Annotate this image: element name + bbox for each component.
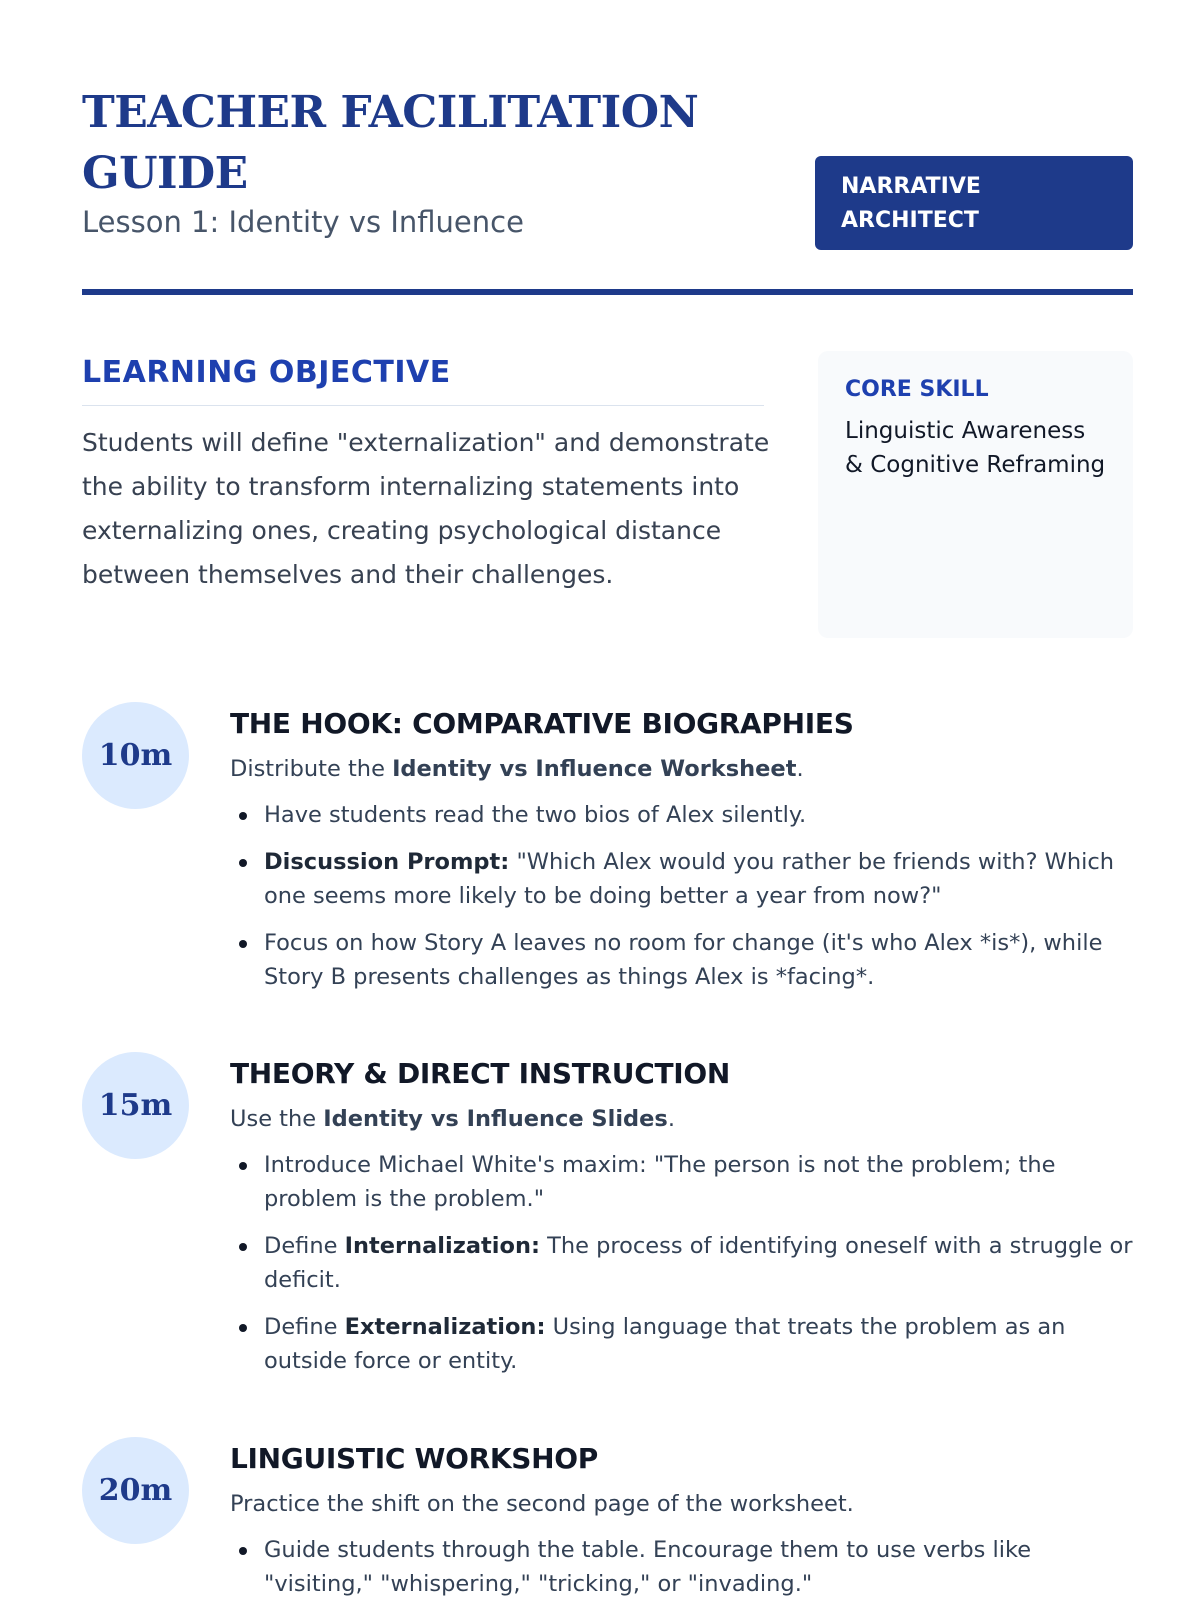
bullet-bold: Externalization: — [344, 1314, 546, 1340]
page-title: TEACHER FACILITATION GUIDE — [82, 87, 699, 199]
list-item — [230, 1533, 1133, 1601]
intro-post: . — [796, 756, 804, 782]
bullet-text: Focus on how Story A leaves no room for change (it's who Alex *is*), while Story B presents challenges as things Alex is *facing*. — [264, 930, 1103, 990]
core-skill-card — [818, 351, 1133, 638]
bullet-list — [230, 1533, 1133, 1601]
worksheet-reference: Identity vs Influence Worksheet — [392, 756, 797, 782]
bullet-list — [230, 1148, 1133, 1378]
list-item — [230, 845, 1133, 913]
list-item — [230, 798, 1133, 832]
objective-heading: LEARNING OBJECTIVE — [82, 355, 451, 390]
bullet-dot-icon — [239, 940, 247, 948]
bullet-text: Have students read the two bios of Alex silently. — [264, 802, 807, 828]
step-intro: Practice the shift on the second page of the worksheet. — [230, 1491, 854, 1517]
bullet-text: Guide students through the table. Encourage them to use verbs like "visiting," "whispering," "tricking," or "invading." — [264, 1537, 1032, 1597]
step-body — [230, 1056, 1133, 1391]
bullet-bold: Internalization: — [344, 1233, 540, 1259]
slides-reference: Identity vs Influence Slides — [323, 1106, 668, 1132]
core-skill-text: Linguistic Awareness & Cognitive Reframing — [845, 418, 1106, 478]
step-title: LINGUISTIC WORKSHOP — [230, 1442, 598, 1475]
header-divider — [82, 289, 1133, 295]
objective-divider — [82, 405, 764, 406]
list-item — [230, 926, 1133, 994]
step-title: THEORY & DIRECT INSTRUCTION — [230, 1057, 731, 1090]
bullet-pre: Define — [264, 1233, 345, 1259]
list-item — [230, 1310, 1133, 1378]
intro-post: . — [667, 1106, 675, 1132]
time-badge: 20m — [82, 1437, 189, 1544]
bullet-dot-icon — [239, 812, 247, 820]
bullet-text: Using language that treats the problem as an outside force or entity. — [264, 1314, 1066, 1374]
time-badge: 15m — [82, 1052, 189, 1159]
bullet-dot-icon — [239, 859, 247, 867]
bullet-dot-icon — [239, 1162, 247, 1170]
intro-pre: Use the — [230, 1106, 324, 1132]
list-item — [230, 1229, 1133, 1297]
time-badge: 10m — [82, 702, 189, 809]
list-item — [230, 1148, 1133, 1216]
bullet-dot-icon — [239, 1243, 247, 1251]
bullet-text: The process of identifying oneself with a struggle or deficit. — [264, 1233, 1133, 1293]
bullet-text: Introduce Michael White's maxim: "The person is not the problem; the problem is the problem." — [264, 1152, 1056, 1212]
brand-badge: NARRATIVE ARCHITECT — [815, 156, 1133, 250]
step-intro — [230, 752, 1133, 786]
bullet-list — [230, 798, 1133, 994]
step-body — [230, 706, 1133, 1007]
bullet-text: "Which Alex would you rather be friends with? Which one seems more likely to be doing better a year from now?" — [264, 849, 1115, 909]
step-intro — [230, 1102, 1133, 1136]
objective-text: Students will define "externalization" and demonstrate the ability to transform internalizing statements into externalizing ones, creating psychological distance between themselves and their challenges. — [82, 428, 770, 589]
bullet-dot-icon — [239, 1547, 247, 1555]
core-skill-label: CORE SKILL — [845, 377, 989, 402]
step-title: THE HOOK: COMPARATIVE BIOGRAPHIES — [230, 707, 854, 740]
step-body — [230, 1441, 1133, 1614]
bullet-bold: Discussion Prompt: — [264, 849, 510, 875]
bullet-pre: Define — [264, 1314, 345, 1340]
intro-pre: Distribute the — [230, 756, 393, 782]
bullet-dot-icon — [239, 1324, 247, 1332]
lesson-subtitle: Lesson 1: Identity vs Influence — [82, 205, 524, 239]
